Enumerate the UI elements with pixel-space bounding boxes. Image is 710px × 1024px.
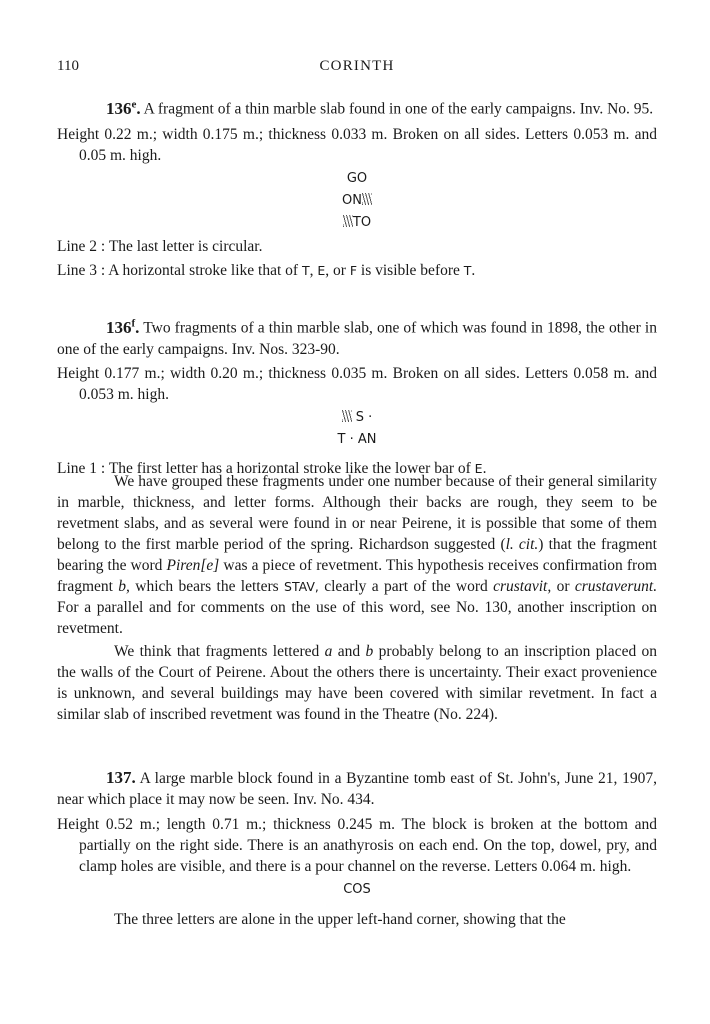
inscription — [57, 407, 657, 451]
entry-description: Two fragments of a thin marble slab, one of which was found in 1898, the other in one of the early campaigns. Inv. Nos. 323-90. — [57, 319, 657, 358]
running-header — [57, 56, 657, 78]
inscription — [57, 879, 657, 901]
paragraph-2: We think that fragments lettered a and b probably belong to an inscription placed on the walls of the Court of Peirene. About the others there is uncertainty. Their exact provenience is unknown, and several buildings may have been covered with similar revetment. In fact a similar slab of inscribed revetment was found in the Theatre (No. 224). — [57, 643, 658, 723]
entry-137 — [57, 767, 657, 930]
entry-suffix: e — [131, 98, 137, 110]
paragraph-3: The three letters are alone in the upper left-hand corner, showing that the — [114, 911, 566, 928]
line-note-2: Line 2 : The last letter is circular. — [57, 237, 263, 255]
erasure-hatch-icon — [362, 193, 372, 205]
inscription-line-2: T · AN — [337, 431, 377, 447]
inscription-line-3: TO — [57, 212, 657, 234]
inscription-line-1: COS — [343, 882, 371, 897]
entry-description: A fragment of a thin marble slab found in one of the early campaigns. Inv. No. 95. — [143, 100, 654, 118]
entry-dimensions: Height 0.177 m.; width 0.20 m.; thickness 0.035 m. Broken on all sides. Letters 0.058 m. and 0.053 m. high. — [57, 364, 657, 403]
entry-suffix: f — [131, 317, 136, 329]
entry-136f — [57, 313, 657, 479]
inscription — [57, 168, 657, 234]
entry-description: A large marble block found in a Byzantine tomb east of St. John's, June 21, 1907, near which place it may now be seen. Inv. No. 434. — [57, 770, 657, 808]
page-number: 110 — [57, 58, 79, 74]
entry-number: 137. — [106, 768, 136, 787]
erasure-hatch-icon — [343, 215, 353, 227]
entry-number: 136e. — [106, 98, 141, 118]
entry-number: 136$^f$. — [106, 317, 140, 337]
entry-137-heading — [57, 767, 657, 810]
discussion — [57, 471, 657, 725]
inscription-line-1: S · — [57, 407, 657, 429]
entry-dimensions: Height 0.22 m.; width 0.175 m.; thickness 0.033 m. Broken on all sides. Letters 0.053 m. and 0.05 m. high. — [57, 125, 657, 164]
running-title: CORINTH — [319, 58, 395, 74]
line-note-1: Line 1 : The first letter has a horizontal stroke like the lower bar of E. — [57, 459, 487, 477]
erasure-hatch-icon — [342, 410, 352, 422]
paragraph-1: We have grouped these fragments under one number because of their general similarity in marble, thickness, and letter forms. Although their backs are rough, they seem to be revetment slabs, and as several were found in or near Peirene, it is possible that some of them belong to the first marble period of the spring. Richardson suggested (l. cit.) that the fragment bearing the word Piren[e] was a piece of revetment. This hypothesis receives confirmation from fragment b, which bears the letters STAV, clearly a part of the word crustavit, or crustaverunt. For a parallel and for comments on the use of this word, see No. 130, another inscription on revetment. — [57, 473, 658, 637]
inscription-line-2: ON — [57, 190, 657, 212]
entry-136f-heading — [57, 313, 657, 360]
inscription-line-1: GO — [346, 170, 368, 186]
entry-136e-heading — [57, 94, 657, 120]
entry-136e — [57, 94, 657, 281]
entry-dimensions: Height 0.52 m.; length 0.71 m.; thickness 0.245 m. The block is broken at the bottom and partially on the right side. There is an anathyrosis on each end. On the top, dowel, pry, and clamp holes are visible, and there is a pour channel on the reverse. Letters 0.064 m. high. — [57, 816, 657, 875]
line-note-3: Line 3 : A horizontal stroke like that of T, E, or F is visible before T. — [57, 261, 476, 279]
